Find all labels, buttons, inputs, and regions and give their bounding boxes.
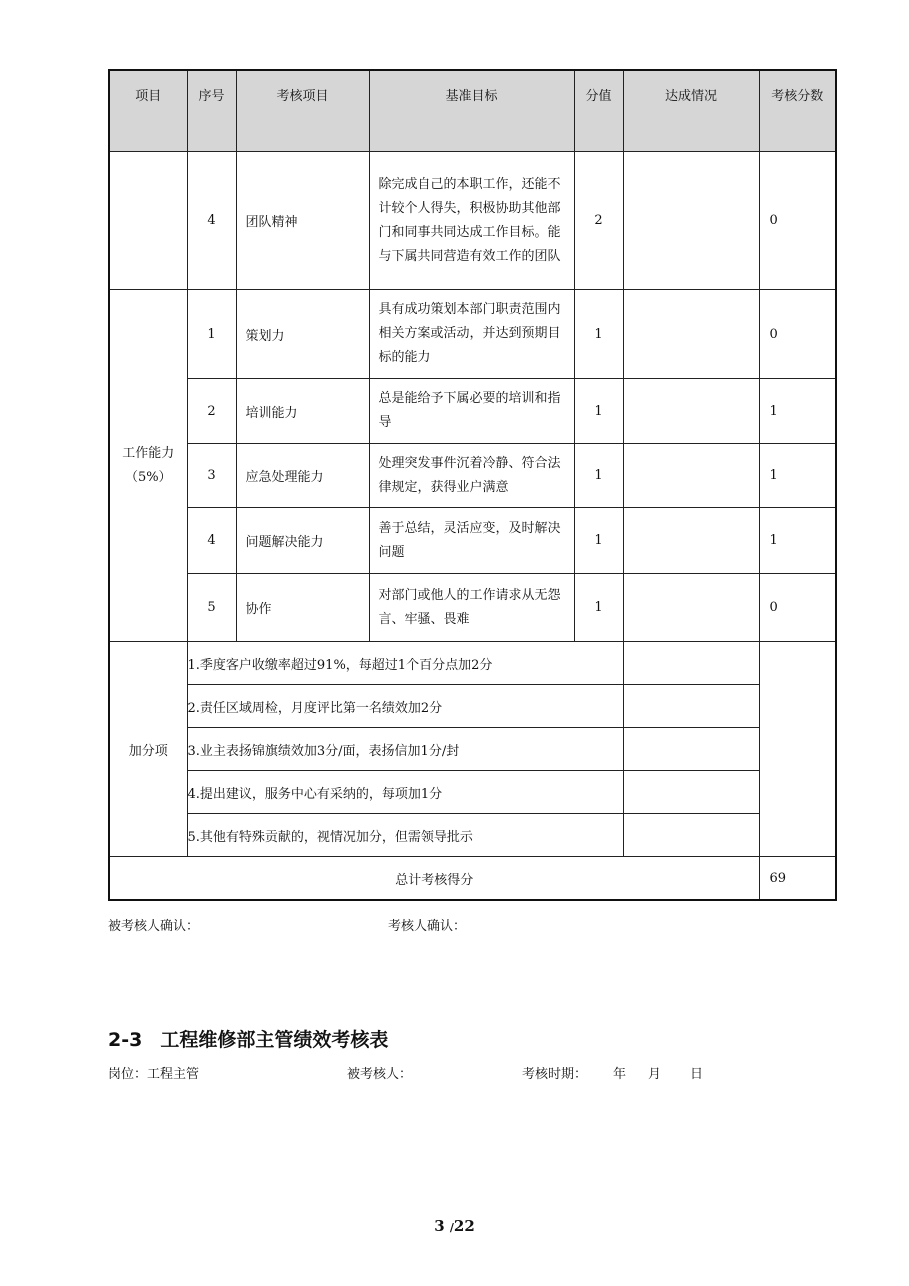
table-row [109, 290, 836, 379]
row-points: 1 [574, 290, 623, 379]
row-item: 应急处理能力 [236, 444, 369, 508]
table-row [109, 444, 836, 508]
row-score: 1 [759, 508, 836, 574]
row-item: 策划力 [236, 290, 369, 379]
page-current: 3 [434, 1217, 445, 1235]
bonus-item: 5.其他有特殊贡献的，视情况加分，但需领导批示 [187, 814, 623, 857]
period-label: 考核时期： [522, 1067, 588, 1082]
row-score: 0 [759, 152, 836, 290]
bonus-row [109, 771, 836, 814]
row-score: 0 [759, 574, 836, 642]
bonus-achievement [623, 771, 759, 814]
row-points: 2 [574, 152, 623, 290]
assessee-label: 被考核人： [347, 1067, 413, 1082]
row-achievement [623, 290, 759, 379]
row-standard: 具有成功策划本部门职责范围内相关方案或活动，并达到预期目标的能力 [369, 290, 574, 379]
section-title: 工程维修部主管绩效考核表 [160, 1029, 389, 1051]
header-achievement: 达成情况 [623, 70, 759, 152]
total-score: 69 [759, 857, 836, 901]
row-number: 1 [187, 290, 236, 379]
bonus-item: 3.业主表扬锦旗绩效加3分/面，表扬信加1分/封 [187, 728, 623, 771]
performance-table [108, 69, 837, 901]
row-standard: 善于总结，灵活应变，及时解决问题 [369, 508, 574, 574]
row-score: 0 [759, 290, 836, 379]
period-day: 日 [690, 1067, 704, 1082]
bonus-item: 4.提出建议，服务中心有采纳的，每项加1分 [187, 771, 623, 814]
bonus-category: 加分项 [109, 642, 187, 857]
page-number [0, 1217, 909, 1235]
row-number: 4 [187, 508, 236, 574]
row-score: 1 [759, 379, 836, 444]
period-year: 年 [613, 1067, 627, 1082]
bonus-row [109, 728, 836, 771]
bonus-item: 1.季度客户收缴率超过91%，每超过1个百分点加2分 [187, 642, 623, 685]
row-number: 5 [187, 574, 236, 642]
page-total: 22 [453, 1217, 475, 1235]
row-points: 1 [574, 379, 623, 444]
section-number: 2-3 [108, 1029, 143, 1051]
row-number: 4 [187, 152, 236, 290]
period-month: 月 [648, 1067, 662, 1082]
row-number: 3 [187, 444, 236, 508]
row-achievement [623, 444, 759, 508]
bonus-row [109, 642, 836, 685]
position-label: 岗位：工程主管 [108, 1067, 200, 1082]
row-points: 1 [574, 444, 623, 508]
row-standard: 除完成自己的本职工作，还能不计较个人得失，积极协助其他部门和同事共同达成工作目标。能与下属共同营造有效工作的团队 [369, 152, 574, 290]
header-item: 考核项目 [236, 70, 369, 152]
row-item: 协作 [236, 574, 369, 642]
row-standard: 处理突发事件沉着冷静、符合法律规定，获得业户满意 [369, 444, 574, 508]
assessor-confirmation: 考核人确认： [388, 919, 467, 934]
row-achievement [623, 152, 759, 290]
row-standard: 对部门或他人的工作请求从无怨言、牢骚、畏难 [369, 574, 574, 642]
row-item: 培训能力 [236, 379, 369, 444]
page-separator: / [449, 1221, 454, 1234]
row-points: 1 [574, 574, 623, 642]
header-points: 分值 [574, 70, 623, 152]
row-points: 1 [574, 508, 623, 574]
header-number: 序号 [187, 70, 236, 152]
assessee-confirmation: 被考核人确认： [108, 919, 200, 934]
total-row [109, 857, 836, 901]
category-cell-empty [109, 152, 187, 290]
row-score: 1 [759, 444, 836, 508]
bonus-achievement [623, 642, 759, 685]
header-score: 考核分数 [759, 70, 836, 152]
table-row [109, 152, 836, 290]
bonus-row [109, 685, 836, 728]
table-row [109, 379, 836, 444]
bonus-score [759, 642, 836, 857]
row-item: 问题解决能力 [236, 508, 369, 574]
row-achievement [623, 508, 759, 574]
section-heading [108, 1025, 388, 1052]
bonus-row [109, 814, 836, 857]
header-standard: 基准目标 [369, 70, 574, 152]
row-number: 2 [187, 379, 236, 444]
total-label: 总计考核得分 [109, 857, 759, 901]
row-item: 团队精神 [236, 152, 369, 290]
bonus-item: 2.责任区域周检，月度评比第一名绩效加2分 [187, 685, 623, 728]
bonus-achievement [623, 685, 759, 728]
table-row [109, 508, 836, 574]
row-standard: 总是能给予下属必要的培训和指导 [369, 379, 574, 444]
table-header-row [109, 70, 836, 152]
row-achievement [623, 379, 759, 444]
table-row [109, 574, 836, 642]
bonus-achievement [623, 814, 759, 857]
ability-category: 工作能力（5%） [109, 290, 187, 642]
row-achievement [623, 574, 759, 642]
header-category: 项目 [109, 70, 187, 152]
bonus-achievement [623, 728, 759, 771]
